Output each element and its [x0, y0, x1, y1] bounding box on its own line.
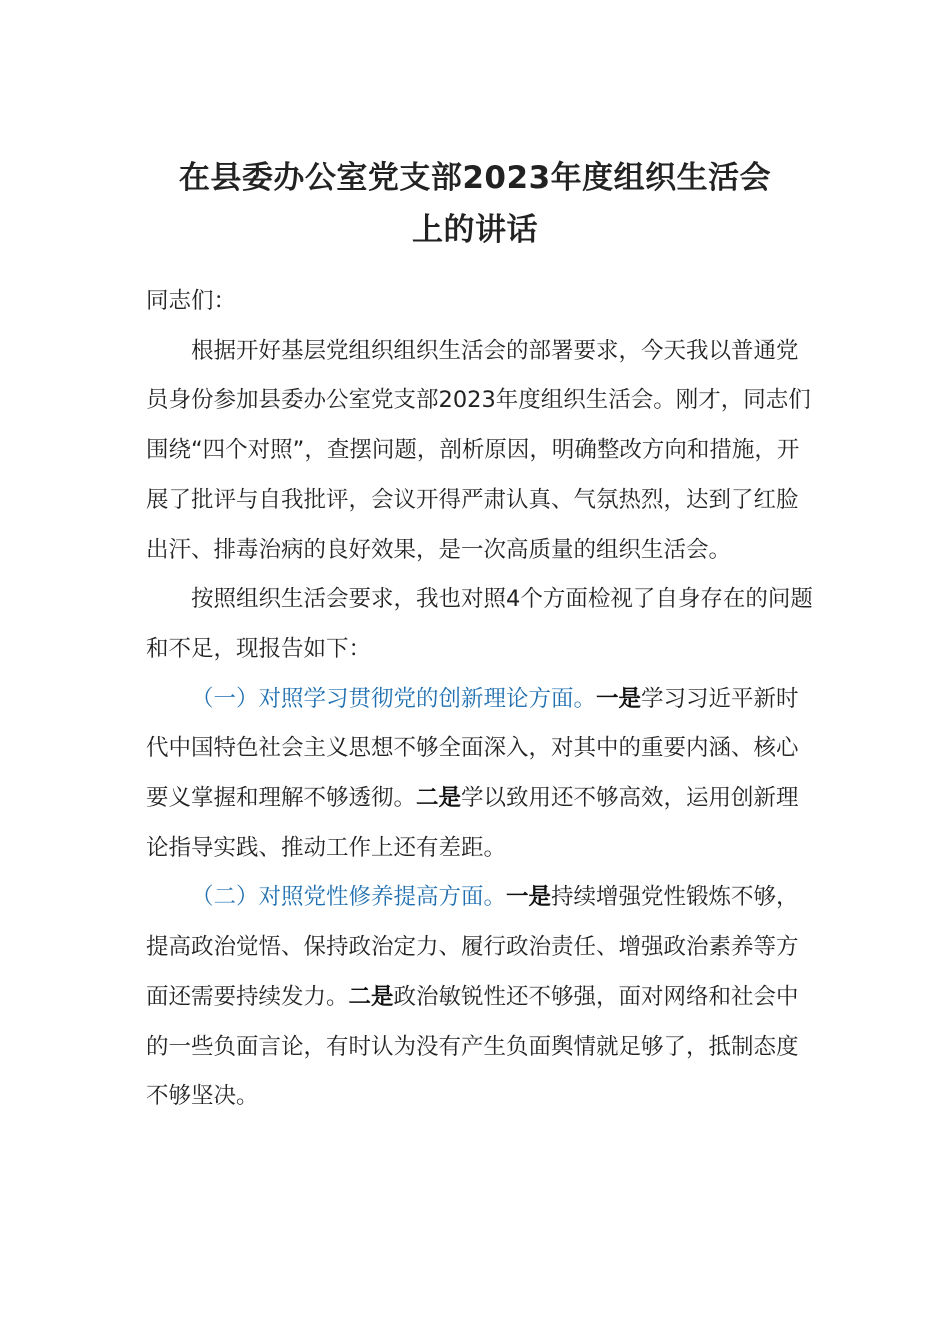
document-title	[140, 152, 810, 256]
section-2-point-1-text: 持续增强党性锻炼不够，提高政治觉悟、保持政治定力、履行政治责任、增强政治素养等方面还需要持续发力。	[146, 884, 799, 1010]
section-2-heading: （二）对照党性修养提高方面。	[191, 884, 507, 911]
document-body	[146, 277, 816, 1122]
section-2-point-2-text: 政治敏锐性还不够强，面对网络和社会中的一些负面言论，有时认为没有产生负面舆情就足够了，抵制态度不够坚决。	[146, 983, 799, 1110]
title-line-2: 上的讲话	[412, 212, 538, 248]
section-1-paragraph	[146, 675, 816, 874]
section-1-point-1-label: 一是	[596, 685, 642, 712]
section-1-heading: （一）对照学习贯彻党的创新理论方面。	[191, 685, 597, 712]
salutation: 同志们：	[146, 288, 237, 314]
section-1-point-1-text: 学习习近平新时代中国特色社会主义思想不够全面深入，对其中的重要内涵、核心要义掌握和理解不够透彻。	[146, 685, 799, 812]
title-line-1: 在县委办公室党支部2023年度组织生活会	[178, 160, 772, 196]
section-2-paragraph	[146, 873, 816, 1122]
paragraph-intro: 按照组织生活会要求，我也对照4个方面检视了自身存在的问题和不足，现报告如下：	[146, 586, 813, 662]
paragraph-opening: 根据开好基层党组织组织生活会的部署要求，今天我以普通党员身份参加县委办公室党支部2023年度组织生活会。刚才，同志们围绕“四个对照”，查摆问题，剖析原因，明确整改方向和措施，开展了批评与自我批评，会议开得严肃认真、气氛热烈，达到了红脸出汗、排毒治病的良好效果，是一次高质量的组织生活会。	[146, 337, 811, 563]
section-2-point-1-label: 一是	[506, 884, 552, 911]
section-1-point-2-label: 二是	[416, 785, 462, 812]
section-1-point-2-text: 学以致用还不够高效，运用创新理论指导实践、推动工作上还有差距。	[146, 785, 799, 861]
section-2-point-2-label: 二是	[348, 983, 394, 1010]
